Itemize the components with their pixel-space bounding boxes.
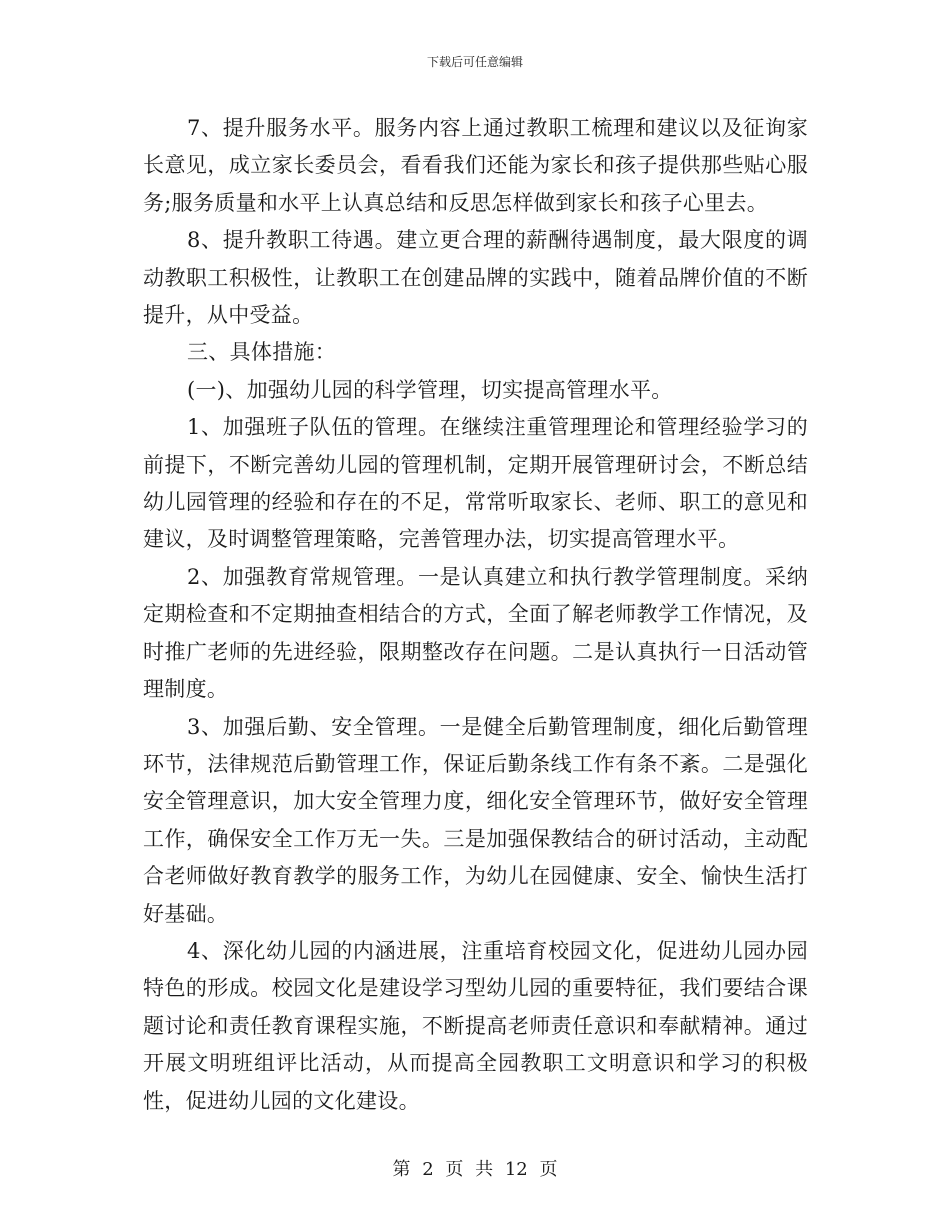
section-heading-measures: 三、具体措施： [187, 340, 337, 365]
paragraph-4-campus-culture: 4、深化幼儿园的内涵进展，注重培育校园文化，促进幼儿园办园特色的形成。校园文化是建设学习型幼儿园的重要特征，我们要结合课题讨论和责任教育课程实施，不断提高老师责任意识和奉献精神。通过开展文明班组评比活动，从而提高全园教职工文明意识和学习的积极性，促进幼儿园的文化建设。 [143, 938, 808, 1113]
paragraph-3-logistics-safety: 3、加强后勤、安全管理。一是健全后勤管理制度，细化后勤管理环节，法律规范后勤管理工作，保证后勤条线工作有条不紊。二是强化安全管理意识，加大安全管理力度，细化安全管理环节，做好安全管理工作，确保安全工作万无一失。三是加强保教结合的研讨活动，主动配合老师做好教育教学的服务工作，为幼儿在园健康、安全、愉快生活打好基础。 [143, 714, 808, 926]
paragraph-8-staff-benefits: 8、提升教职工待遇。建立更合理的薪酬待遇制度，最大限度的调动教职工积极性，让教职工在创建品牌的实践中，随着品牌价值的不断提升，从中受益。 [143, 228, 808, 328]
body-text [143, 110, 808, 1120]
paragraph-2-teaching-routine: 2、加强教育常规管理。一是认真建立和执行教学管理制度。采纳定期检查和不定期抽查相结合的方式，全面了解老师教学工作情况，及时推广老师的先进经验，限期整改存在问题。二是认真执行一日活动管理制度。 [143, 564, 808, 702]
page-number-footer: 第 2 页 共 12 页 [392, 1159, 558, 1180]
header-note: 下载后可任意编辑 [426, 55, 523, 69]
paragraph-1-team-management: 1、加强班子队伍的管理。在继续注重管理理论和管理经验学习的前提下，不断完善幼儿园的管理机制，定期开展管理研讨会，不断总结幼儿园管理的经验和存在的不足，常常听取家长、老师、职工的意见和建议，及时调整管理策略，完善管理办法，切实提高管理水平。 [143, 415, 808, 552]
subsection-heading-management: (一)、加强幼儿园的科学管理，切实提高管理水平。 [187, 377, 673, 402]
paragraph-7-service: 7、提升服务水平。服务内容上通过教职工梳理和建议以及征询家长意见，成立家长委员会，看看我们还能为家长和孩子提供那些贴心服务;服务质量和水平上认真总结和反思怎样做到家长和孩子心里去。 [143, 116, 808, 215]
